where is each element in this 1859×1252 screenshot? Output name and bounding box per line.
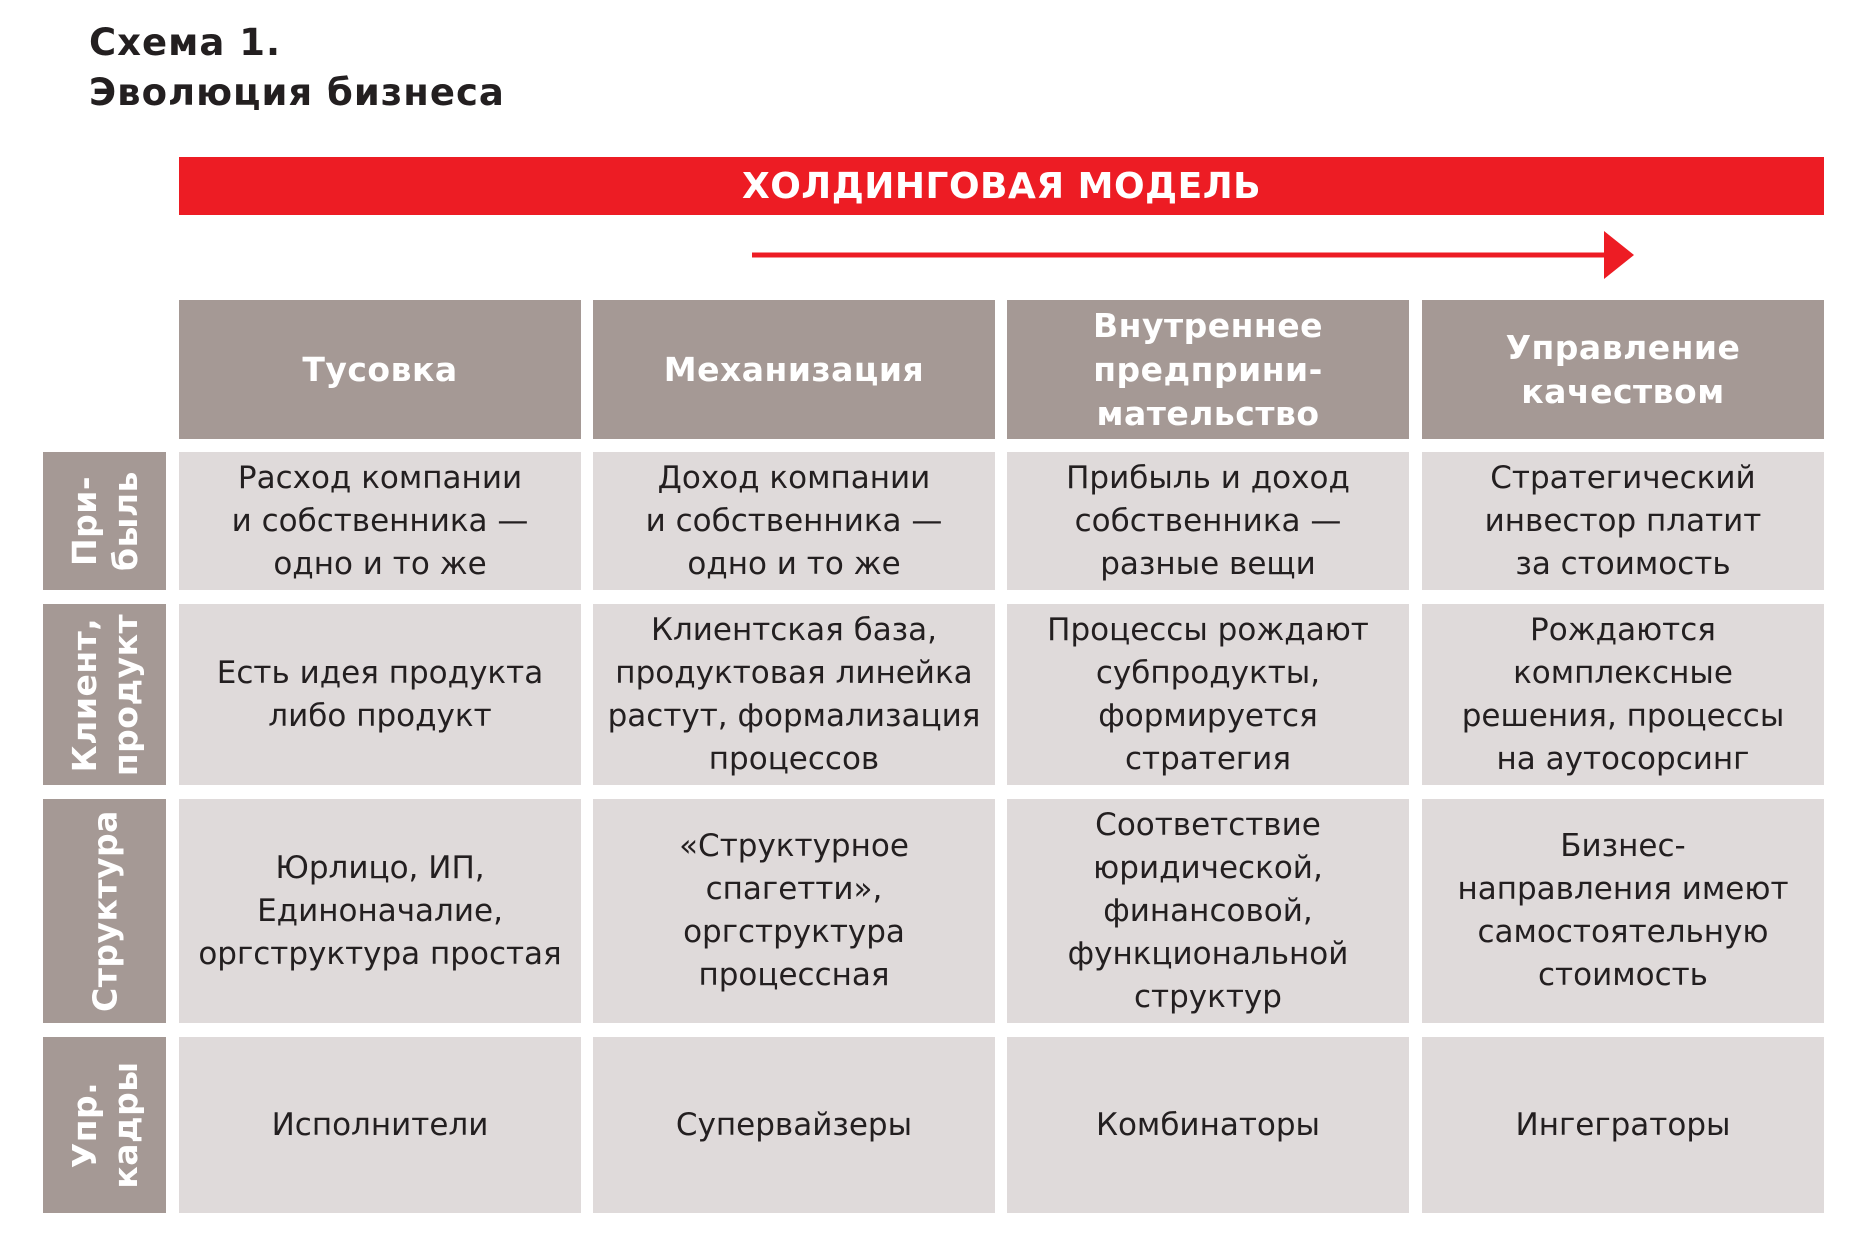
table-cell: Прибыль и доход собственника — разные вещи	[1007, 452, 1409, 590]
table-cell: Есть идея продукта либо продукт	[179, 604, 581, 785]
row-label-text: При- быль	[64, 471, 145, 571]
row-label-client-product	[43, 604, 166, 785]
arrow-head	[1604, 231, 1634, 279]
table-cell: Клиентская база, продуктовая линейка растут, формализация процессов	[593, 604, 995, 785]
column-header-label: Тусовка	[302, 349, 458, 389]
column-header-label: Механизация	[663, 349, 925, 389]
column-header-mechanization	[593, 300, 995, 439]
column-header-intrapreneurship	[1007, 300, 1409, 439]
table-cell: Бизнес- направления имеют самостоятельную стоимость	[1422, 799, 1824, 1023]
row-label-text: Клиент, продукт	[64, 613, 145, 776]
row-label-structure	[43, 799, 166, 1023]
table-cell: Расход компании и собственника — одно и то же	[179, 452, 581, 590]
row-label-text: Структура	[85, 810, 124, 1012]
table-cell: Соответствие юридической, финансовой, функциональной структур	[1007, 799, 1409, 1023]
table-cell: Ингеграторы	[1422, 1037, 1824, 1213]
row-label-profit	[43, 452, 166, 590]
table-cell: Рождаются комплексные решения, процессы на аутосорсинг	[1422, 604, 1824, 785]
table-cell: Стратегический инвестор платит за стоимость	[1422, 452, 1824, 590]
row-label-hr-management	[43, 1037, 166, 1213]
column-header-label: Внутреннее предприни- мательство	[1093, 305, 1323, 433]
diagram-title	[89, 18, 505, 118]
table-cell: Исполнители	[179, 1037, 581, 1213]
row-label-text: Упр. кадры	[64, 1061, 145, 1189]
diagram-title-number: Схема 1.	[89, 21, 282, 64]
table-cell: Супервайзеры	[593, 1037, 995, 1213]
table-cell: Доход компании и собственника — одно и то же	[593, 452, 995, 590]
diagram-title-text: Эволюция бизнеса	[89, 71, 505, 114]
table-cell: Юрлицо, ИП, Единоначалие, оргструктура простая	[179, 799, 581, 1023]
table-cell: Процессы рождают субпродукты, формируется стратегия	[1007, 604, 1409, 785]
column-header-label: Управление качеством	[1505, 327, 1741, 411]
holding-model-bar	[179, 157, 1824, 215]
holding-model-label: ХОЛДИНГОВАЯ МОДЕЛЬ	[741, 165, 1262, 207]
table-cell: «Структурное спагетти», оргструктура процессная	[593, 799, 995, 1023]
arrow-right-icon	[752, 230, 1634, 280]
table-cell: Комбинаторы	[1007, 1037, 1409, 1213]
column-header-tusovka	[179, 300, 581, 439]
column-header-quality-management	[1422, 300, 1824, 439]
